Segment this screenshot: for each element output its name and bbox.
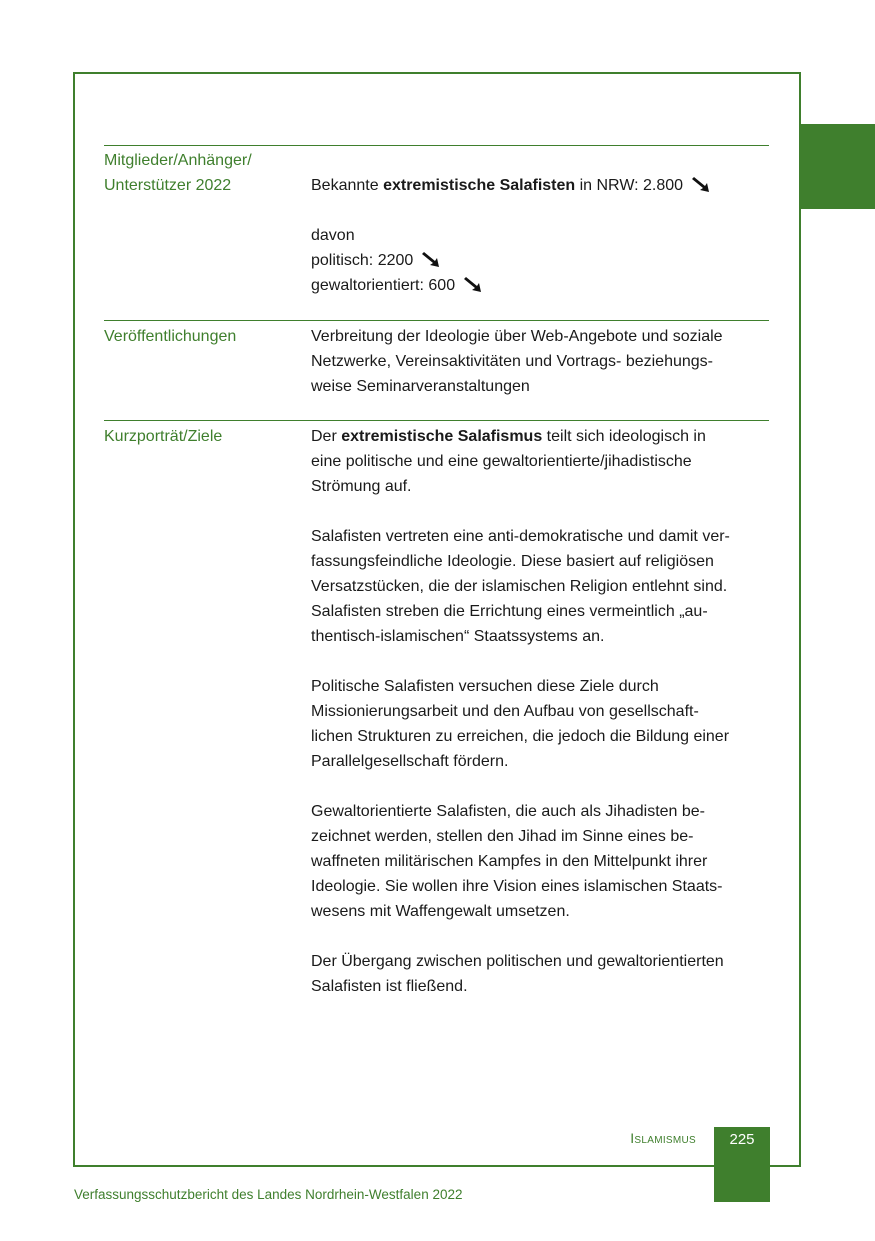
text-line: Salafisten streben die Errichtung eines vermeintlich „au- bbox=[311, 603, 708, 620]
text-line: Der Übergang zwischen politischen und gewaltorientierten bbox=[311, 953, 724, 970]
publication-title: Verfassungsschutzbericht des Landes Nordrhein-Westfalen 2022 bbox=[74, 1187, 463, 1202]
members-bold-term: extremistische Salafisten bbox=[383, 177, 576, 194]
text-line: Verbreitung der Ideologie über Web-Angebote und soziale bbox=[311, 328, 723, 345]
row-content-members bbox=[311, 173, 771, 298]
text-line: Salafisten ist fließend. bbox=[311, 978, 468, 995]
text-line: Versatzstücken, die der islamischen Religion entlehnt sind. bbox=[311, 578, 728, 595]
info-table bbox=[104, 145, 769, 1021]
members-total-line bbox=[311, 173, 771, 198]
davon-label: davon bbox=[311, 227, 355, 244]
text-line: Parallelgesellschaft fördern. bbox=[311, 753, 509, 770]
row-label-line: Unterstützer 2022 bbox=[104, 177, 232, 194]
row-content-profile bbox=[311, 424, 771, 999]
text-line bbox=[311, 424, 771, 449]
text-line: zeichnet werden, stellen den Jihad im Sinne eines be- bbox=[311, 828, 694, 845]
arrow-down-right-icon bbox=[422, 250, 442, 268]
violent-count: gewaltorientiert: 600 bbox=[311, 277, 456, 294]
text-line: thentisch-islamischen“ Staatssystems an. bbox=[311, 628, 605, 645]
text-line: Missionierungsarbeit und den Aufbau von gesellschaft- bbox=[311, 703, 699, 720]
text-line: Gewaltorientierte Salafisten, die auch als Jihadisten be- bbox=[311, 803, 705, 820]
table-row-publications bbox=[104, 320, 769, 420]
page-number: 225 bbox=[729, 1131, 755, 1148]
text-line: waffneten militärischen Kampfes in den Mittelpunkt ihrer bbox=[311, 853, 708, 870]
page-number-box bbox=[714, 1127, 770, 1202]
arrow-down-right-icon bbox=[464, 275, 484, 293]
text-line: Politische Salafisten versuchen diese Ziele durch bbox=[311, 678, 659, 695]
table-row-profile bbox=[104, 420, 769, 1021]
row-content-publications bbox=[311, 324, 771, 399]
violent-count-line bbox=[311, 273, 771, 298]
text-line: weise Seminarveranstaltungen bbox=[311, 378, 530, 395]
row-label-publications: Veröffentlichungen bbox=[104, 328, 237, 345]
political-count: politisch: 2200 bbox=[311, 252, 414, 269]
text-fragment: teilt sich ideologisch in bbox=[542, 428, 706, 445]
row-label-profile: Kurzporträt/Ziele bbox=[104, 428, 223, 445]
text-line: wesens mit Waffengewalt umsetzen. bbox=[311, 903, 570, 920]
text-line: fassungsfeindliche Ideologie. Diese basiert auf religiösen bbox=[311, 553, 714, 570]
section-name: Islamismus bbox=[630, 1130, 696, 1146]
text-line: Salafisten vertreten eine anti-demokratische und damit ver- bbox=[311, 528, 730, 545]
members-text: Bekannte bbox=[311, 177, 384, 194]
text-line: lichen Strukturen zu erreichen, die jedoch die Bildung einer bbox=[311, 728, 730, 745]
text-line: eine politische und eine gewaltorientierte/jihadistische bbox=[311, 453, 692, 470]
political-count-line bbox=[311, 248, 771, 273]
text-fragment: Der bbox=[311, 428, 342, 445]
text-line: Strömung auf. bbox=[311, 478, 412, 495]
table-row-members bbox=[104, 145, 769, 320]
text-line: Netzwerke, Vereinsaktivitäten und Vortrags- beziehungs- bbox=[311, 353, 713, 370]
profile-bold-term: extremistische Salafismus bbox=[341, 428, 543, 445]
members-count: in NRW: 2.800 bbox=[575, 177, 684, 194]
text-line: Ideologie. Sie wollen ihre Vision eines islamischen Staats- bbox=[311, 878, 723, 895]
chapter-tab-marker bbox=[799, 124, 875, 209]
row-label-line: Mitglieder/Anhänger/ bbox=[104, 152, 252, 169]
row-label-members bbox=[104, 148, 294, 198]
arrow-down-right-icon bbox=[692, 175, 712, 193]
